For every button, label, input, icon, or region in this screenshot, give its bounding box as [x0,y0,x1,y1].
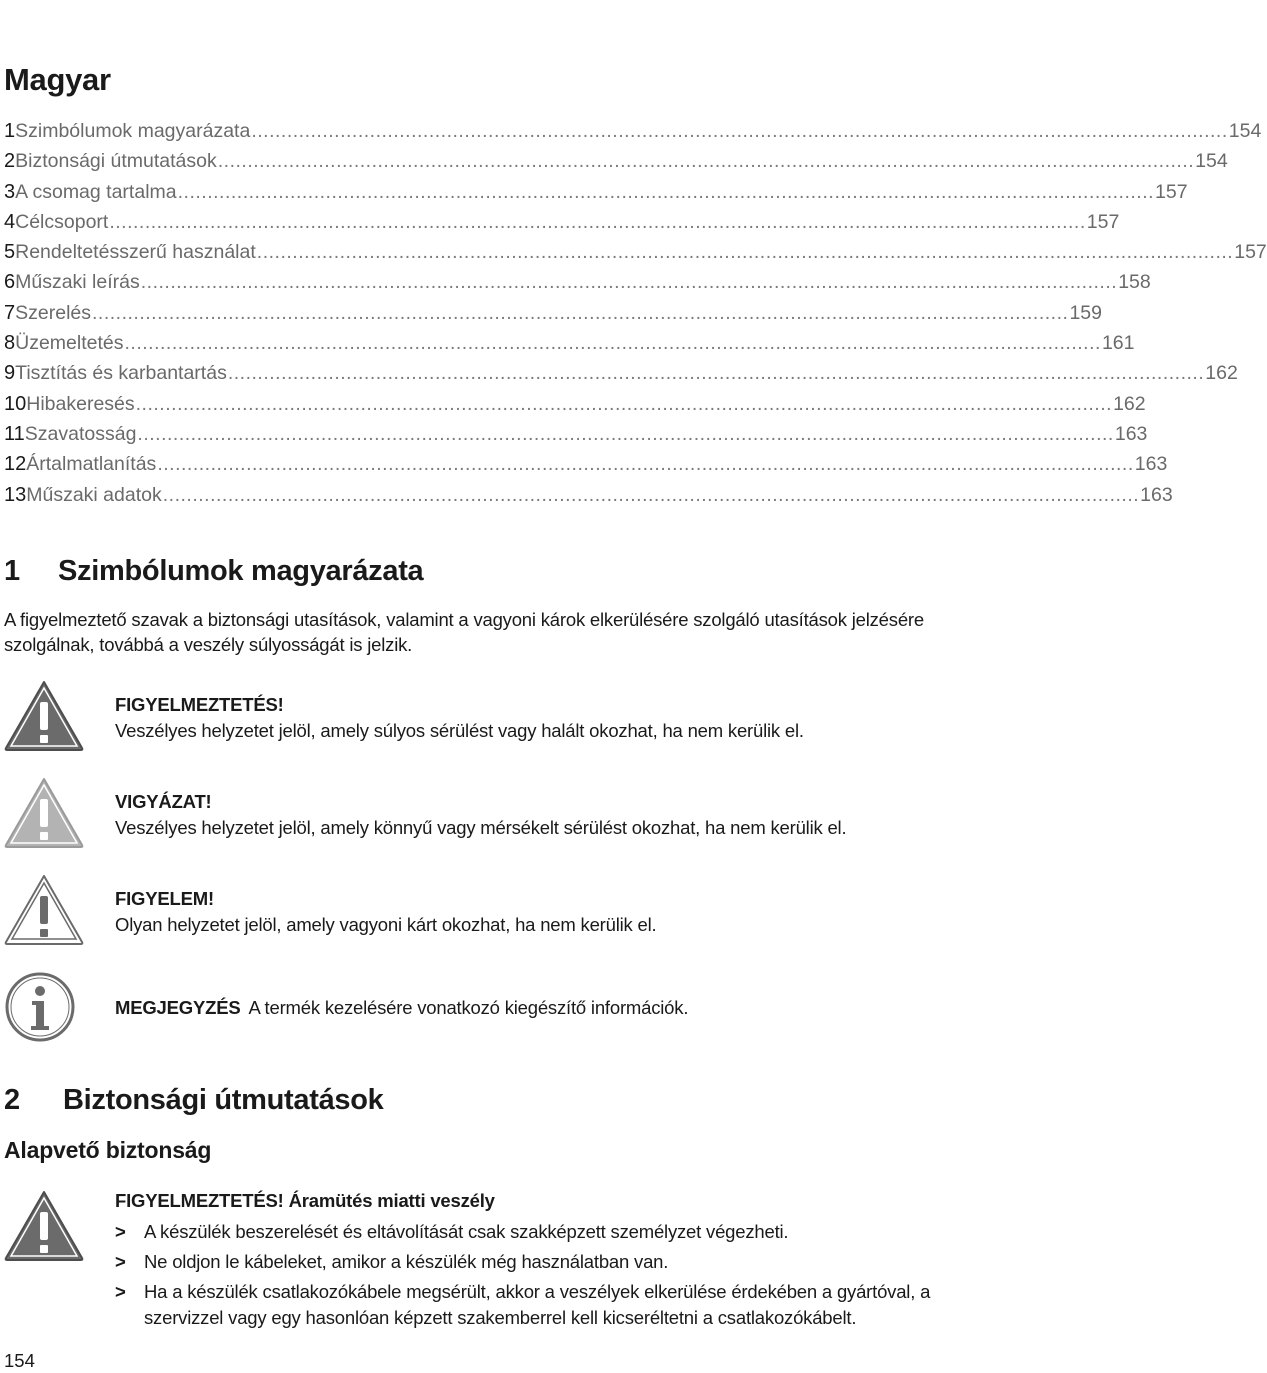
toc-number: 7 [4,301,16,324]
list-item-text: Ha a készülék csatlakozókábele megsérült, akkor a veszélyek elkerülése érdekében a gyártóval, a szervizzel vagy egy hasonlóan képzett szakemberrel kell kicseréltetni a csatlakozókábelt. [144,1281,931,1328]
list-item [115,1279,950,1331]
toc-label: Hibakeresés [26,392,135,415]
toc-label: Üzemeltetés [15,332,124,355]
list-item-text: A készülék beszerelését és eltávolítását csak szakképzett személyzet végezheti. [144,1221,789,1242]
toc-entry[interactable] [4,483,1173,514]
toc-entry[interactable] [4,422,1148,453]
toc-page: 161 [1101,332,1135,355]
signal-word: FIGYELMEZTETÉS! [115,694,284,715]
toc-number: 8 [4,332,16,355]
toc-entry[interactable] [4,392,1146,423]
page-number: 154 [4,1350,35,1371]
safety-instruction-list [115,1219,950,1335]
toc-label: Tisztítás és karbantartás [15,362,227,385]
toc-label: Szavatosság [24,422,137,445]
toc-leader: ..................................................................................................................................................................... [251,120,1228,142]
section-number: 2 [4,1084,20,1116]
toc-leader: ..................................................................................................................................................................... [92,301,1069,324]
toc-number: 11 [4,422,25,445]
toc-number: 4 [4,210,16,233]
chevron-right-icon: > [115,1221,126,1242]
toc-page: 162 [1205,362,1238,385]
toc-label: Ártalmatlanítás [26,453,157,476]
subsection-heading: Alapvető biztonság [4,1137,212,1163]
toc-leader: ..................................................................................................................................................................... [217,150,1195,173]
toc-leader: ..................................................................................................................................................................... [256,241,1234,264]
section-1-heading [4,555,423,588]
toc-entry[interactable] [4,453,1168,483]
toc-label: Biztonsági útmutatások [15,150,217,173]
list-item [115,1249,950,1275]
section-1-intro: A figyelmeztető szavak a biztonsági utasítások, valamint a vagyoni károk elkerülésére szolgáló utasítások jelzésére szolgálnak, továbbá a veszély súlyosságát is jelzik. [4,609,924,655]
chevron-right-icon: > [115,1251,126,1272]
toc-entry[interactable] [4,120,1262,150]
toc-number: 10 [4,392,27,415]
toc-entry[interactable] [4,241,1267,271]
toc-label: Célcsoport [15,210,109,233]
notice-text [115,886,656,938]
toc-label: Rendeltetésszerű használat [15,241,256,264]
toc-page: 157 [1234,241,1267,264]
warning-triangle-icon [4,680,84,752]
notice-description: Veszélyes helyzetet jelöl, amely súlyos sérülést vagy halált okozhat, ha nem kerülik el. [115,720,804,741]
notice-description: A termék kezelésére vonatkozó kiegészítő információk. [248,997,689,1018]
notice-text [115,789,846,841]
toc-page: 154 [1228,120,1262,142]
toc-label: Szerelés [15,301,91,324]
notice-text [115,995,688,1021]
info-circle-icon [4,971,76,1043]
warning-notice [4,680,944,760]
toc-number: 13 [4,483,27,506]
toc-number: 6 [4,271,16,294]
toc-number: 9 [4,362,16,385]
toc-leader: ..................................................................................................................................................................... [140,271,1118,294]
toc-leader: ..................................................................................................................................................................... [162,483,1140,506]
toc-leader: ..................................................................................................................................................................... [227,362,1205,385]
toc-leader: ..................................................................................................................................................................... [137,422,1114,445]
toc-leader: ..................................................................................................................................................................... [109,210,1086,233]
section-title: Biztonsági útmutatások [63,1084,384,1116]
attention-triangle-icon [4,874,84,946]
section-number: 1 [4,555,20,587]
warning-triangle-icon [4,1190,84,1262]
warning-title: FIGYELMEZTETÉS! Áramütés miatti veszély [115,1190,495,1211]
signal-word: FIGYELEM! [115,888,214,909]
toc-number: 1 [4,120,16,142]
toc-label: Műszaki adatok [26,483,162,506]
toc-page: 154 [1195,150,1228,173]
toc-page: 159 [1069,301,1102,324]
toc-entry[interactable] [4,271,1151,301]
toc-page: 163 [1140,483,1173,506]
toc-leader: ..................................................................................................................................................................... [177,180,1155,203]
chevron-right-icon: > [115,1281,126,1302]
toc-page: 163 [1134,453,1168,476]
toc-leader: ..................................................................................................................................................................... [124,332,1101,355]
toc-number: 12 [4,453,27,476]
note-notice [4,971,944,1051]
toc-leader: ..................................................................................................................................................................... [135,392,1113,415]
toc-page: 157 [1086,210,1120,233]
toc-entry[interactable] [4,301,1102,332]
section-2-heading [4,1084,384,1117]
table-of-contents [4,120,1267,514]
list-item-text: Ne oldjon le kábeleket, amikor a készülék még használatban van. [144,1251,669,1272]
toc-entry[interactable] [4,332,1135,362]
toc-page: 163 [1114,422,1148,445]
toc-entry[interactable] [4,180,1188,211]
toc-number: 3 [4,180,16,203]
language-title: Magyar [4,62,111,97]
toc-number: 5 [4,241,16,264]
section-title: Szimbólumok magyarázata [58,555,424,587]
list-item [115,1219,950,1245]
notice-text [115,692,804,744]
notice-description: Olyan helyzetet jelöl, amely vagyoni kárt okozhat, ha nem kerülik el. [115,914,657,935]
caution-triangle-icon [4,777,84,849]
toc-page: 158 [1118,271,1151,294]
toc-page: 162 [1113,392,1146,415]
signal-word: VIGYÁZAT! [115,791,212,812]
toc-leader: ..................................................................................................................................................................... [157,453,1134,476]
toc-label: Szimbólumok magyarázata [15,120,251,142]
attention-notice [4,874,944,954]
toc-label: A csomag tartalma [15,180,177,203]
notice-description: Veszélyes helyzetet jelöl, amely könnyű vagy mérsékelt sérülést okozhat, ha nem kerülik el. [115,817,847,838]
signal-word: MEGJEGYZÉS [115,997,241,1018]
toc-page: 157 [1155,180,1188,203]
toc-entry[interactable] [4,150,1228,180]
toc-label: Műszaki leírás [15,271,140,294]
toc-number: 2 [4,150,16,173]
toc-entry[interactable] [4,362,1238,392]
caution-notice [4,777,944,857]
toc-entry[interactable] [4,210,1120,241]
